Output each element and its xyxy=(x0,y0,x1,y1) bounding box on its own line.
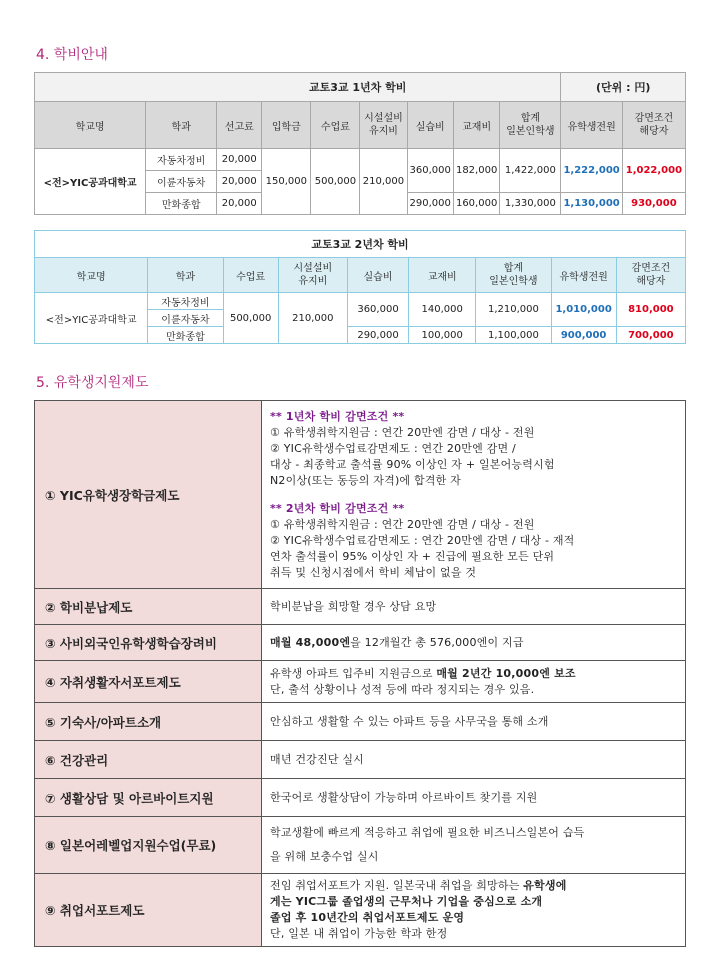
tuition-table-year1 xyxy=(34,72,686,215)
support-desc xyxy=(262,874,686,947)
table-row xyxy=(35,401,686,589)
cell: 360,000 xyxy=(347,293,408,327)
highlight: 게는 YIC그룹 졸업생의 근무처나 기업을 중심으로 소개 xyxy=(270,895,543,908)
col-header: 학교명 xyxy=(35,102,146,149)
cell: 900,000 xyxy=(551,327,616,344)
col-header: 합계 일본인학생 xyxy=(476,258,551,293)
col-header: 감면조건 해당자 xyxy=(622,102,685,149)
line: 취득 및 신청시점에서 학비 체납이 없을 것 xyxy=(270,565,477,579)
col-header: 합계 일본인학생 xyxy=(500,102,561,149)
reduction-title-year1: ** 1년차 학비 감면조건 ** xyxy=(270,409,405,423)
table-row xyxy=(35,874,686,947)
cell: 1,222,000 xyxy=(561,149,622,193)
text: 을 위해 보충수업 실시 xyxy=(270,850,379,863)
support-label: ③ 사비외국인유학생학습장려비 xyxy=(35,625,262,661)
cell: 20,000 xyxy=(217,149,262,171)
col-header: 유학생전원 xyxy=(561,102,622,149)
cell: 140,000 xyxy=(409,293,476,327)
support-label: ② 학비분납제도 xyxy=(35,589,262,625)
text: 단, 일본 내 취업이 가능한 학과 한정 xyxy=(270,927,448,940)
support-label: ⑥ 건강관리 xyxy=(35,741,262,779)
cell: 290,000 xyxy=(347,327,408,344)
text: 을 12개월간 총 576,000엔이 지급 xyxy=(350,635,524,649)
cell: 182,000 xyxy=(453,149,499,193)
cell: 810,000 xyxy=(616,293,685,327)
col-header: 학과 xyxy=(146,102,217,149)
table-row xyxy=(35,779,686,817)
cell: 1,210,000 xyxy=(476,293,551,327)
col-header: 교재비 xyxy=(453,102,499,149)
school-name: <전>YIC공과대학교 xyxy=(35,293,148,344)
cell: 210,000 xyxy=(278,293,347,344)
col-header: 교재비 xyxy=(409,258,476,293)
cell: 500,000 xyxy=(223,293,278,344)
support-label: ⑦ 생활상담 및 아르바이트지원 xyxy=(35,779,262,817)
col-header: 학교명 xyxy=(35,258,148,293)
text: 전임 취업서포트가 지원. 일본국내 취업을 희망하는 xyxy=(270,879,524,892)
cell: 210,000 xyxy=(360,149,407,215)
dept: 이륜자동차 xyxy=(148,310,223,327)
highlight: 매월 48,000엔 xyxy=(270,635,351,649)
col-header: 유학생전원 xyxy=(551,258,616,293)
reduction-title-year2: ** 2년차 학비 감면조건 ** xyxy=(270,501,405,515)
col-header: 시설설비 유지비 xyxy=(360,102,407,149)
cell: 1,010,000 xyxy=(551,293,616,327)
highlight: 유학생에 xyxy=(523,879,567,892)
cell: 20,000 xyxy=(217,171,262,193)
text: 유학생 아파트 입주비 지원금으로 xyxy=(270,666,437,680)
text: 학교생활에 빠르게 적응하고 취업에 필요한 비즈니스일본어 습득 xyxy=(270,826,585,839)
cell: 290,000 xyxy=(407,193,453,215)
support-desc xyxy=(262,661,686,703)
dept: 이륜자동차 xyxy=(146,171,217,193)
cell: 700,000 xyxy=(616,327,685,344)
tuition-table-year2 xyxy=(34,230,686,344)
table-row xyxy=(35,589,686,625)
cell: 1,330,000 xyxy=(500,193,561,215)
dept: 자동차정비 xyxy=(148,293,223,310)
dept: 자동차정비 xyxy=(146,149,217,171)
support-desc: 안심하고 생활할 수 있는 아파트 등을 사무국을 통해 소개 xyxy=(262,703,686,741)
support-desc xyxy=(262,625,686,661)
dept: 만화종합 xyxy=(146,193,217,215)
support-desc: 매년 건강진단 실시 xyxy=(262,741,686,779)
line: ① 유학생취학지원금 : 연간 20만엔 감면 / 대상 - 전원 xyxy=(270,517,535,531)
cell: 1,022,000 xyxy=(622,149,685,193)
table-caption: 교토3교 2년차 학비 xyxy=(35,231,686,258)
line: N2이상(또는 동등의 자격)에 합격한 자 xyxy=(270,473,461,487)
col-header: 수업료 xyxy=(311,102,360,149)
cell: 20,000 xyxy=(217,193,262,215)
support-desc: 학비분납을 희망할 경우 상담 요망 xyxy=(262,589,686,625)
col-header: 입학금 xyxy=(262,102,311,149)
table-row xyxy=(35,293,686,310)
text: 단, 출석 상황이나 성적 등에 따라 정지되는 경우 있음. xyxy=(270,682,535,696)
support-label: ④ 자취생활자서포트제도 xyxy=(35,661,262,703)
support-label: ① YIC유학생장학금제도 xyxy=(35,401,262,589)
table-row xyxy=(35,661,686,703)
highlight: 매월 2년간 10,000엔 보조 xyxy=(436,666,576,680)
cell: 1,422,000 xyxy=(500,149,561,193)
cell: 1,130,000 xyxy=(561,193,622,215)
cell: 360,000 xyxy=(407,149,453,193)
school-name: <전>YIC공과대학교 xyxy=(35,149,146,215)
col-header: 학과 xyxy=(148,258,223,293)
table-row xyxy=(35,625,686,661)
cell: 1,100,000 xyxy=(476,327,551,344)
support-desc xyxy=(262,401,686,589)
col-header: 수업료 xyxy=(223,258,278,293)
line: ② YIC유학생수업료감면제도 : 연간 20만엔 감면 / xyxy=(270,441,516,455)
line: ① 유학생취학지원금 : 연간 20만엔 감면 / 대상 - 전원 xyxy=(270,425,535,439)
support-label: ⑤ 기숙사/아파트소개 xyxy=(35,703,262,741)
col-header: 선고료 xyxy=(217,102,262,149)
support-desc: 한국어로 생활상담이 가능하며 아르바이트 찾기를 지원 xyxy=(262,779,686,817)
support-desc xyxy=(262,817,686,874)
cell: 100,000 xyxy=(409,327,476,344)
cell: 150,000 xyxy=(262,149,311,215)
support-table xyxy=(34,400,686,947)
table-row xyxy=(35,149,686,171)
line: ② YIC유학생수업료감면제도 : 연간 20만엔 감면 / 대상 - 재적 xyxy=(270,533,575,547)
col-header: 실습비 xyxy=(347,258,408,293)
cell: 500,000 xyxy=(311,149,360,215)
unit-label: (단위 : 円) xyxy=(561,73,686,102)
dept: 만화종합 xyxy=(148,327,223,344)
table-row xyxy=(35,817,686,874)
table-caption: 교토3교 1년차 학비 xyxy=(35,73,561,102)
section-title-support: 5. 유학생지원제도 xyxy=(36,375,149,391)
section-title-tuition: 4. 학비안내 xyxy=(36,47,108,63)
table-row xyxy=(35,703,686,741)
cell: 160,000 xyxy=(453,193,499,215)
line: 대상 - 최종학교 출석률 90% 이상인 자 + 일본어능력시험 xyxy=(270,457,555,471)
support-label: ⑨ 취업서포트제도 xyxy=(35,874,262,947)
cell: 930,000 xyxy=(622,193,685,215)
col-header: 시설설비 유지비 xyxy=(278,258,347,293)
highlight: 졸업 후 10년간의 취업서포트제도 운영 xyxy=(270,911,465,924)
table-row xyxy=(35,741,686,779)
line: 연차 출석률이 95% 이상인 자 + 진급에 필요한 모든 단위 xyxy=(270,549,555,563)
col-header: 감면조건 해당자 xyxy=(616,258,685,293)
support-label: ⑧ 일본어레벨업지원수업(무료) xyxy=(35,817,262,874)
col-header: 실습비 xyxy=(407,102,453,149)
